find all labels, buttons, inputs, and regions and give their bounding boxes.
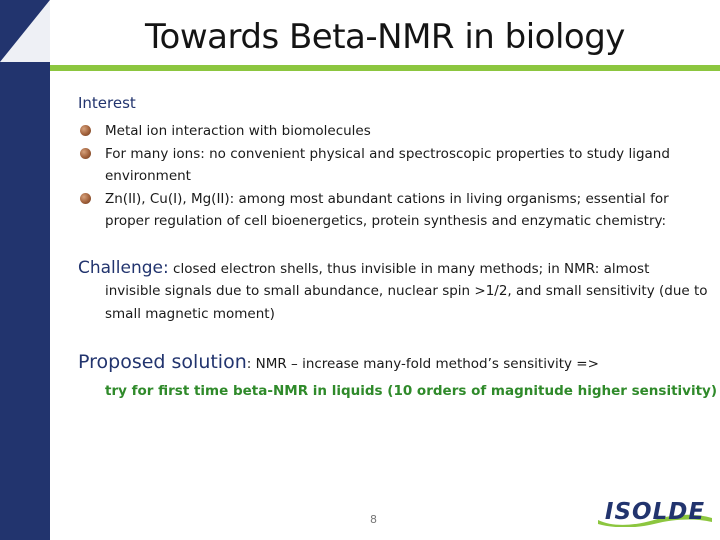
bullet-icon	[80, 148, 91, 159]
title-underline	[50, 65, 720, 71]
interest-heading: Interest	[78, 94, 136, 112]
left-accent-bar	[0, 0, 50, 540]
challenge-text-first: closed electron shells, thus invisible in many methods; in NMR: almost	[168, 260, 650, 277]
bullet-text: For many ions: no convenient physical and spectroscopic properties to study ligand environment	[105, 145, 670, 184]
proposal-text: : NMR – increase many-fold method’s sensitivity =>	[246, 356, 599, 372]
bullet-icon	[80, 125, 91, 136]
slide-content	[78, 92, 718, 402]
list-item	[78, 188, 708, 233]
page-title: Towards Beta-NMR in biology	[145, 17, 625, 57]
challenge-heading: Challenge:	[78, 257, 169, 278]
proposal-heading: Proposed solution	[78, 351, 247, 373]
challenge-text-rest: invisible signals due to small abundance, nuclear spin >1/2, and small sensitivity (due to small magnetic moment)	[105, 283, 708, 322]
page-number: 8	[370, 513, 377, 526]
bullet-text: Metal ion interaction with biomolecules	[105, 123, 371, 139]
isolde-logo-icon	[598, 497, 712, 527]
logo-text: ISOLDE	[604, 499, 706, 525]
interest-bullet-list	[78, 120, 708, 233]
challenge-paragraph	[78, 257, 708, 326]
list-item	[78, 143, 708, 188]
list-item	[78, 120, 708, 143]
bullet-text: among most abundant cations in living organisms; essential for proper regulation of cell bioenergetics, protein synthesis and enzymatic chemistry:	[105, 190, 669, 229]
proposal-highlight: try for first time beta-NMR in liquids (10 orders of magnitude higher sensitivity)	[105, 382, 718, 399]
corner-triangle-decoration	[0, 0, 50, 62]
bullet-lead: Zn(II), Cu(I), Mg(II):	[105, 190, 235, 207]
bullet-icon	[80, 193, 91, 204]
proposal-paragraph	[78, 351, 718, 402]
